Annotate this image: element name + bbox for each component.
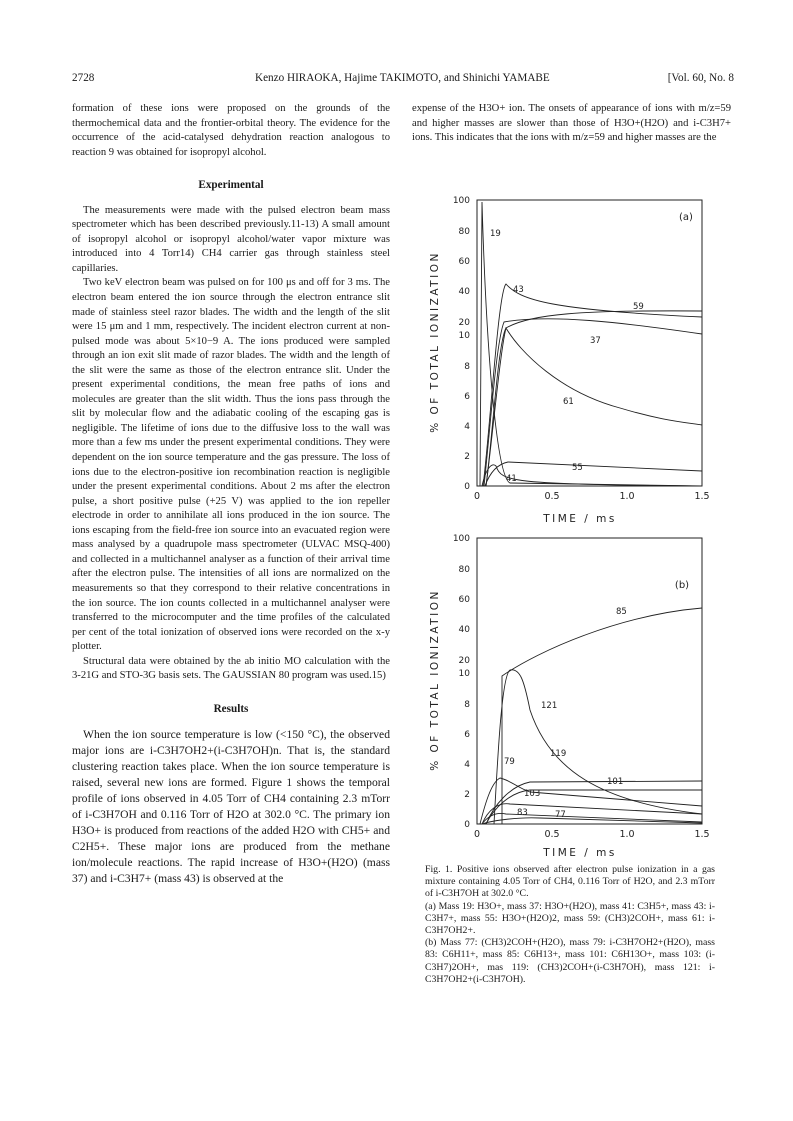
panel-b-ytick: 80 [458, 565, 470, 575]
header-authors: Kenzo HIRAOKA, Hajime TAKIMOTO, and Shinichi YAMABE [255, 72, 550, 84]
left-column [72, 102, 390, 887]
curve-label: 59 [633, 302, 644, 312]
panel-a-ytick: 0 [464, 482, 470, 492]
right-column [412, 102, 731, 146]
curve-label: 119 [550, 749, 567, 759]
caption-part-b: (b) Mass 77: (CH3)2COH+(H2O), mass 79: i-C3H7OH2+(H2O), mass 83: C6H11+, mass 85: C6H13+, mass 101: C6H13O+, mass 103: (i-C3H7)2OH+, mas 119: (CH3)2COH+(i-C3H7OH), mass 121: i-C3H7OH2+(i-C3H7OH). [425, 937, 715, 985]
panel-b-label: (b) [674, 580, 690, 591]
curve-label: 43 [513, 285, 524, 295]
experimental-paragraph: Two keV electron beam was pulsed on for 100 μs and off for 3 ms. The electron beam entered the ion source through the electron entrance slit made of stainless steel razor blades. The width and the length of the slit were 15 μm and 1 mm, respectively. The incident electron current at non-pulsed mode was about 5×10−9 A. The ions produced were sampled through an ion exit slit made of razor blades. The width and the length of the slit were the same as those of the electron entrance slit. Under the present experimental conditions, the mean free paths of ions and molecules are greater than the slit width. Thus the ions pass through the slit by molecular flow and the adiabatic cooling of the escaping gas is negligible. The lifetime of ions due to the diffusive loss to the wall was more than a few ms under the present experimental conditions. They were dependent on the ion source temperature and the gas pressure. The loss of ions due to the electron-positive ion recombination reaction is negligible under the present experimental conditions. About 2 ms after the electron pulse, a short positive pulse (+25 V) was applied to the ion repeller electrode in order to annihilate all ions produced in the ion source. The ions escaping from the field-free ion source into an evacuated region were mass analysed by a quadrupole mass spectrometer (ULVAC MSQ-400) and collected in a multichannel analyser as a function of their arrival time after the electron pulse. The intensities of all ions are normalized on the measurements so that they correspond to their relative concentrations in the ion source. The ion counts collected in a multichannel analyser were transferred to the microcomputer and the time profiles of the calculated per cent of the total ionization of observed ions were recorded on the x-y plotter. [72, 277, 390, 653]
panel-a-ytick: 40 [458, 287, 470, 297]
curve-101 [486, 790, 702, 824]
panel-b-ytick: 40 [458, 625, 470, 635]
curve-121 [494, 670, 702, 824]
panel-a-xtick: 1.5 [694, 491, 710, 502]
experimental-heading: Experimental [198, 179, 264, 192]
experimental-paragraph: The measurements were made with the pulsed electron beam mass spectrometer which has been described previously.11-13) A small amount of isopropyl alcohol or isopropyl alcohol/water vapor mixture was introduced into 4 Torr14) CH4 carrier gas through stainless steel capillaries. [72, 204, 390, 274]
panel-b-xtick: 1.5 [694, 829, 710, 840]
panel-a-ytick: 60 [458, 257, 470, 267]
panel-a-y-label: % OF TOTAL IONIZATION [429, 251, 441, 433]
figure-caption [425, 864, 715, 986]
results-heading: Results [213, 702, 249, 715]
panel-a-svg [420, 192, 720, 532]
intro-paragraph: formation of these ions were proposed on the grounds of the thermochemical data and the frontier-orbital theory. The evidence for the occurrence of the acid-catalysed dehydration reaction analogous to reaction 9 was obtained for isopropyl alcohol. [72, 103, 390, 158]
figure-panel-a [420, 192, 720, 537]
curve-label: 41 [506, 474, 517, 484]
panel-b-ytick: 20 [458, 656, 470, 666]
header-volume: [Vol. 60, No. 8 [667, 72, 734, 84]
curve-label: 77 [555, 810, 566, 820]
curve-label: 103 [524, 789, 541, 799]
panel-a-xtick: 0 [473, 491, 481, 502]
results-paragraph: When the ion source temperature is low (<150 °C), the observed major ions are i-C3H7OH2+(i-C3H7OH)n. That is, the standard clustering reaction takes place. When the ion source temperature is raised, several new ions are formed. Figure 1 shows the temporal profile of ions observed in 4.05 Torr of CH4 containing 2.3 mTorr of i-C3H7OH and 0.116 Torr of H2O at 302.0 °C. The primary ion H3O+ is produced from reactions of the added H2O with CH5+ and C2H5+. These major ions are produced from the methane ion/molecule reactions. The rapid increase of H3O+(H2O) (mass 37) and i-C3H7+ (mass 43) is observed at the [72, 728, 390, 886]
right-intro-paragraph: expense of the H3O+ ion. The onsets of appearance of ions with m/z=59 and higher masses are slower than those of H3O+(H2O) and i-C3H7+ ions. This indicates that the ions with m/z=59 and higher masses are the [412, 103, 731, 144]
panel-b-y-label: % OF TOTAL IONIZATION [429, 589, 441, 771]
panel-b-ytick: 4 [464, 760, 470, 770]
panel-a-x-label: TIME / ms [543, 513, 617, 525]
curve-label: 101 [607, 777, 624, 787]
page-number: 2728 [72, 72, 95, 84]
panel-a-ytick: 80 [458, 227, 470, 237]
panel-b-ytick: 0 [464, 820, 470, 830]
panel-a-label: (a) [679, 212, 693, 223]
panel-a-ytick: 6 [464, 392, 470, 402]
panel-b-ytick: 6 [464, 730, 470, 740]
panel-b-ytick: 8 [464, 700, 470, 710]
panel-b-ytick: 100 [452, 534, 470, 544]
curve-label: 37 [590, 336, 601, 346]
panel-b-x-label: TIME / ms [543, 847, 617, 859]
panel-b-svg [420, 530, 720, 862]
panel-b-ytick: 10 [458, 669, 470, 679]
curve-label: 121 [541, 701, 558, 711]
panel-a-xtick: 0.5 [544, 491, 560, 502]
curve-label: 79 [504, 757, 515, 767]
curve-label: 19 [490, 229, 501, 239]
panel-a-ytick: 100 [452, 196, 470, 206]
panel-b-ytick: 2 [464, 790, 470, 800]
caption-title: Fig. 1. Positive ions observed after electron pulse ionization in a gas mixture containing 4.05 Torr of CH4, 0.116 Torr of H2O, and 2.3 mTorr of i-C3H7OH at 302.0 °C. [425, 864, 715, 900]
curve-label: 55 [572, 463, 583, 473]
curve-43 [483, 284, 702, 486]
panel-a-xtick: 1.0 [619, 491, 635, 502]
panel-a-ytick: 2 [464, 452, 470, 462]
running-header [72, 72, 734, 88]
panel-b-xtick: 0.5 [544, 829, 560, 840]
panel-a-ytick: 4 [464, 422, 470, 432]
panel-b-xtick: 1.0 [619, 829, 635, 840]
panel-b-xtick: 0 [473, 829, 481, 840]
panel-b-ytick: 60 [458, 595, 470, 605]
panel-a-ytick: 20 [458, 318, 470, 328]
curve-label: 83 [517, 808, 528, 818]
panel-a-ytick: 10 [458, 331, 470, 341]
curve-55 [485, 462, 702, 486]
experimental-paragraph: Structural data were obtained by the ab initio MO calculation with the 3-21G and STO-3G basis sets. The GAUSSIAN 80 program was used.15) [72, 655, 390, 682]
figure-panel-b [420, 530, 720, 867]
curve-label: 85 [616, 607, 627, 617]
caption-part-a: (a) Mass 19: H3O+, mass 37: H3O+(H2O), mass 41: C3H5+, mass 43: i-C3H7+, mass 55: H3O+(H2O)2, mass 59: (CH3)2COH+, mass 61: i-C3H7OH2+. [425, 900, 715, 937]
curve-label: 61 [563, 397, 574, 407]
panel-a-ytick: 8 [464, 362, 470, 372]
